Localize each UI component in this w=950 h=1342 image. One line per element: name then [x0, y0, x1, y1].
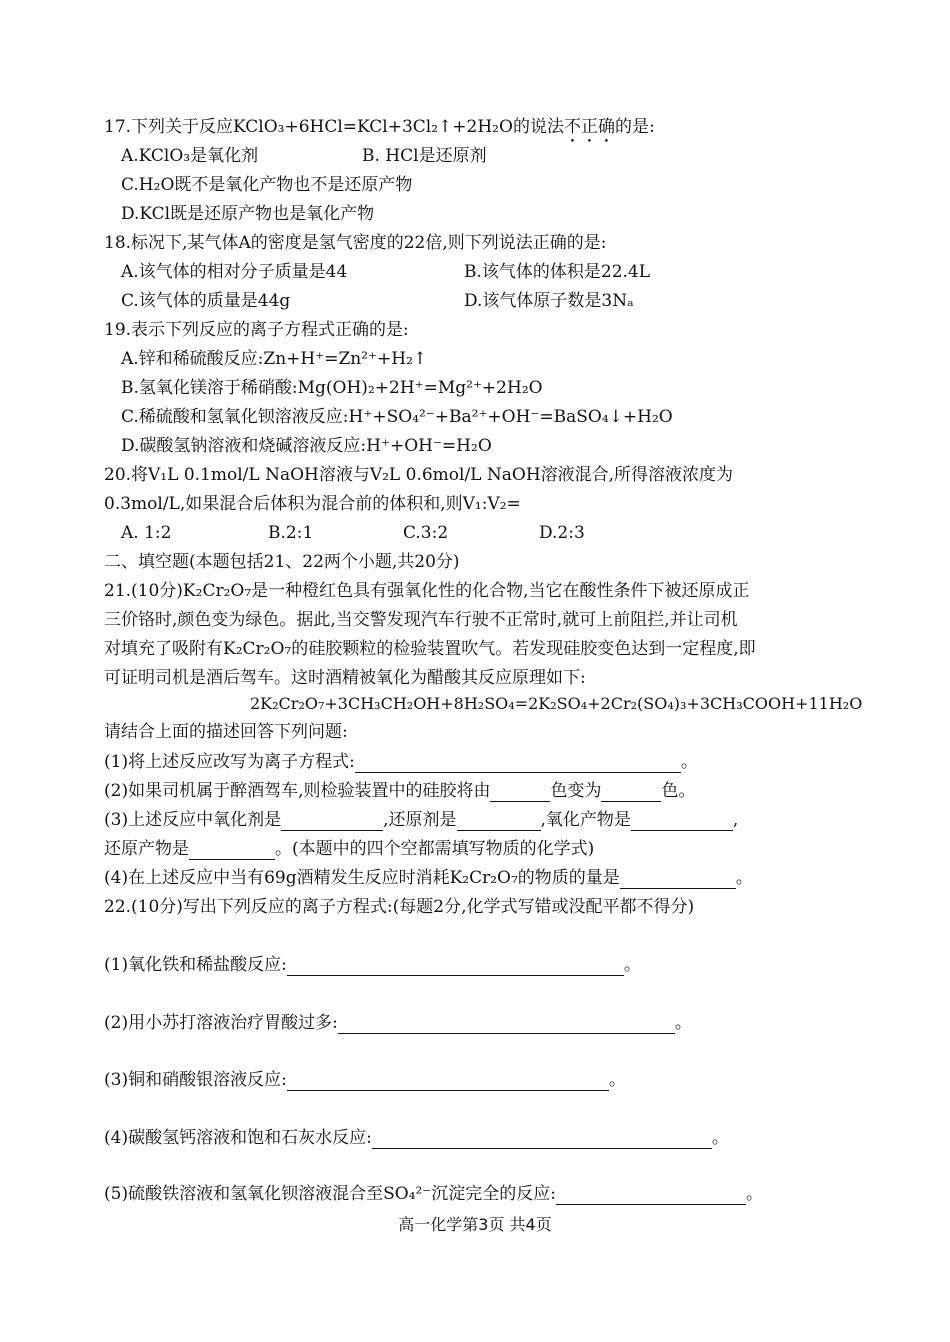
q21-sub1: [104, 751, 698, 773]
q17-emphasis: 不正确: [563, 117, 615, 137]
q22-item4: [104, 1127, 729, 1149]
period: 。: [623, 955, 641, 975]
q18-option-a: A.该气体的相对分子质量是44: [121, 262, 348, 282]
q21-sub1-answer-blank[interactable]: [355, 754, 681, 773]
q18-option-c: C.该气体的质量是44g: [121, 291, 291, 311]
q22-item3: [104, 1069, 626, 1091]
q19-option-d: D.碳酸氢钠溶液和烧碱溶液反应:H⁺+OH⁻=H₂O: [121, 436, 492, 456]
q20-option-c: C.3:2: [403, 523, 449, 543]
q21-reductant-blank[interactable]: [457, 812, 541, 831]
q17-stem-text: 17.下列关于反应KClO₃+6HCl=KCl+3Cl₂↑+2H₂O的说法: [104, 117, 564, 137]
q21-sub3-text: (3)上述反应中氧化剂是: [104, 810, 282, 830]
q21-reduction-product-blank[interactable]: [189, 841, 275, 860]
q22-stem: 22.(10分)写出下列反应的离子方程式:(每题2分,化学式写错或没配平都不得分): [104, 897, 695, 917]
q22-item2-text: (2)用小苏打溶液治疗胃酸过多:: [104, 1013, 338, 1033]
q21-para-line2: 三价铬时,颜色变为绿色。据此,当交警发现汽车行驶不正常时,就可上前阻拦,并让司机: [104, 610, 738, 630]
q22-item4-blank[interactable]: [372, 1130, 712, 1149]
q18-option-d: D.该气体原子数是3Nₐ: [464, 291, 634, 311]
q21-sub3: [104, 809, 738, 831]
q18-option-b: B.该气体的体积是22.4L: [464, 262, 651, 282]
q19-option-a: A.锌和稀硫酸反应:Zn+H⁺=Zn²⁺+H₂↑: [121, 349, 428, 369]
q20-stem-line2: 0.3mol/L,如果混合后体积为混合前的体积和,则V₁:V₂=: [104, 494, 521, 514]
q21-oxidation-product-blank[interactable]: [631, 812, 733, 831]
q21-para-line1: 21.(10分)K₂Cr₂O₇是一种橙红色具有强氧化性的化合物,当它在酸性条件下被还原成正: [104, 581, 750, 601]
q21-sub3-oxproduct-label: ,氧化产物是: [540, 810, 631, 830]
q18-stem: 18.标况下,某气体A的密度是氢气密度的22倍,则下列说法正确的是:: [104, 233, 607, 253]
q22-item5: [104, 1183, 763, 1205]
q22-item1: [104, 954, 641, 976]
q21-sub3-note: 。(本题中的四个空都需填写物质的化学式): [275, 839, 595, 859]
q21-sub3-reductant-label: ,还原剂是: [383, 810, 457, 830]
q17-option-c: C.H₂O既不是氧化产物也不是还原产物: [121, 175, 413, 195]
q19-stem: 19.表示下列反应的离子方程式正确的是:: [104, 320, 409, 340]
q21-sub2-color-to-blank[interactable]: [601, 783, 661, 802]
q21-sub2-text: (2)如果司机属于醉酒驾车,则检验装置中的硅胶将由: [104, 781, 491, 801]
period: 。: [746, 1184, 763, 1204]
q17-stem: [104, 116, 655, 138]
q22-item2-blank[interactable]: [338, 1015, 675, 1034]
q21-sub2-color-from-blank[interactable]: [490, 783, 550, 802]
q20-option-a: A. 1:2: [121, 523, 172, 543]
section-heading: 二、填空题(本题包括21、22两个小题,共20分): [104, 552, 460, 572]
period: 。: [711, 1128, 729, 1148]
period: 。: [674, 1013, 692, 1033]
q21-oxidant-blank[interactable]: [281, 812, 383, 831]
q20-option-b: B.2:1: [268, 523, 314, 543]
q17-stem-end: 的是:: [614, 117, 655, 137]
q22-item3-blank[interactable]: [287, 1072, 609, 1091]
q17-option-d: D.KCl既是还原产物也是氧化产物: [121, 204, 375, 224]
q21-sub4-answer-blank[interactable]: [620, 870, 736, 889]
period: 。: [735, 868, 753, 888]
period: 。: [680, 752, 698, 772]
q21-sub1-text: (1)将上述反应改写为离子方程式:: [104, 752, 355, 772]
q21-sub2: [104, 780, 695, 802]
q20-option-d: D.2:3: [539, 523, 585, 543]
q22-item2: [104, 1012, 692, 1034]
q22-item3-text: (3)铜和硝酸银溶液反应:: [104, 1070, 287, 1090]
q17-option-b: B. HCl是还原剂: [362, 146, 487, 166]
q22-item5-blank[interactable]: [556, 1186, 746, 1205]
q21-para-line4: 可证明司机是酒后驾车。这时酒精被氧化为醋酸其反应原理如下:: [104, 668, 586, 688]
q21-para-line3: 对填充了吸附有K₂Cr₂O₇的硅胶颗粒的检验装置吹气。若发现硅胶变色达到一定程度,即: [104, 639, 756, 659]
q20-stem-line1: 20.将V₁L 0.1mol/L NaOH溶液与V₂L 0.6mol/L NaOH溶液混合,所得溶液浓度为: [104, 465, 734, 485]
q21-intro: 请结合上面的描述回答下列问题:: [104, 722, 348, 742]
q22-item5-text: (5)硫酸铁溶液和氢氧化钡溶液混合至SO₄²⁻沉淀完全的反应:: [104, 1184, 556, 1204]
q17-option-a: A.KClO₃是氧化剂: [121, 146, 259, 166]
comma: ,: [732, 810, 739, 830]
q22-item4-text: (4)碳酸氢钙溶液和饱和石灰水反应:: [104, 1128, 372, 1148]
q21-sub2-end: 色。: [661, 781, 696, 801]
q22-item1-text: (1)氧化铁和稀盐酸反应:: [104, 955, 287, 975]
page-footer: 高一化学第3页 共4页: [398, 1215, 552, 1234]
q21-equation: 2K₂Cr₂O₇+3CH₃CH₂OH+8H₂SO₄=2K₂SO₄+2Cr₂(SO₄)₃+3CH₃COOH+11H₂O: [250, 694, 863, 713]
q21-sub3-redproduct-label: 还原产物是: [104, 839, 189, 859]
q22-item1-blank[interactable]: [287, 957, 624, 976]
q19-option-c: C.稀硫酸和氢氧化钡溶液反应:H⁺+SO₄²⁻+Ba²⁺+OH⁻=BaSO₄↓+H₂O: [121, 407, 673, 427]
q21-sub3-cont: [104, 838, 594, 860]
period: 。: [608, 1070, 626, 1090]
q21-sub4: [104, 867, 753, 889]
q21-sub2-mid: 色变为: [550, 781, 602, 801]
q21-sub4-text: (4)在上述反应中当有69g酒精发生反应时消耗K₂Cr₂O₇的物质的量是: [104, 868, 620, 888]
q19-option-b: B.氢氧化镁溶于稀硝酸:Mg(OH)₂+2H⁺=Mg²⁺+2H₂O: [121, 378, 543, 398]
